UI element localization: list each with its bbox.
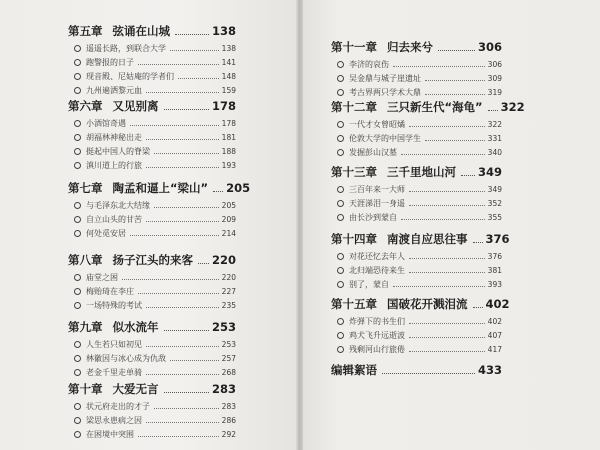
entry-title: 别了，蒙自 xyxy=(349,279,389,289)
circle-bullet-icon xyxy=(74,216,81,223)
dot-leader xyxy=(164,109,209,110)
circle-bullet-icon xyxy=(337,346,344,353)
toc-entry[interactable] xyxy=(74,117,236,129)
circle-bullet-icon xyxy=(337,75,344,82)
dot-leader xyxy=(170,360,219,361)
entry-page-number: 188 xyxy=(221,146,236,156)
toc-entry[interactable] xyxy=(74,131,236,143)
dot-leader xyxy=(393,66,485,67)
dot-leader xyxy=(382,373,475,374)
entry-title: 鸡犬飞升远逝波 xyxy=(349,330,405,340)
toc-entry[interactable] xyxy=(337,118,502,130)
toc-entry[interactable] xyxy=(337,264,502,276)
circle-bullet-icon xyxy=(337,121,344,128)
dot-leader xyxy=(473,307,483,308)
circle-bullet-icon xyxy=(74,202,81,209)
chapter-title: 编辑絮语 xyxy=(331,363,377,377)
chapter-heading[interactable] xyxy=(331,362,502,378)
entry-page-number: 393 xyxy=(487,279,502,289)
toc-entry[interactable] xyxy=(337,197,502,209)
dot-leader xyxy=(146,422,219,423)
circle-bullet-icon xyxy=(74,162,81,169)
entry-page-number: 193 xyxy=(221,160,236,170)
dot-leader xyxy=(425,94,485,95)
chapter-heading[interactable] xyxy=(331,231,510,247)
chapter-title: 国破花开溅泪流 xyxy=(387,297,468,311)
circle-bullet-icon xyxy=(74,134,81,141)
entry-title: 小酒馆奇遇 xyxy=(86,118,126,128)
entry-title: 老金千里走单骑 xyxy=(86,367,142,377)
dot-leader xyxy=(154,207,219,208)
dot-leader xyxy=(154,153,219,154)
entry-title: 残剩河山行旅倦 xyxy=(349,344,405,354)
toc-entry[interactable] xyxy=(337,183,502,195)
entry-page-number: 138 xyxy=(221,43,236,53)
circle-bullet-icon xyxy=(337,89,344,96)
dot-leader xyxy=(130,125,219,126)
entry-page-number: 227 xyxy=(221,286,236,296)
circle-bullet-icon xyxy=(74,120,81,127)
toc-entry[interactable] xyxy=(337,278,502,290)
dot-leader xyxy=(146,307,219,308)
chapter-title: 似水流年 xyxy=(112,320,159,334)
toc-entry[interactable] xyxy=(74,285,236,297)
toc-entry[interactable] xyxy=(74,271,236,283)
chapter-heading[interactable] xyxy=(68,23,236,39)
entry-title: 人生若只如初见 xyxy=(86,339,142,349)
circle-bullet-icon xyxy=(337,332,344,339)
chapter-heading[interactable] xyxy=(68,98,236,114)
circle-bullet-icon xyxy=(74,369,81,376)
chapter-number: 第十三章 xyxy=(331,165,377,179)
dot-leader xyxy=(146,139,219,140)
dot-leader xyxy=(461,175,475,176)
entry-title: 发掘彭山汉墓 xyxy=(349,147,397,157)
chapter-page-number: 402 xyxy=(485,297,510,311)
entry-page-number: 181 xyxy=(221,132,236,142)
toc-entry[interactable] xyxy=(74,227,236,239)
dot-leader xyxy=(146,92,219,93)
circle-bullet-icon xyxy=(74,148,81,155)
right-page xyxy=(303,0,600,450)
chapter-title: 又见别离 xyxy=(112,99,159,113)
chapter-number: 第十五章 xyxy=(331,297,377,311)
chapter-page-number: 205 xyxy=(226,181,251,195)
toc-entry[interactable] xyxy=(337,58,502,70)
entry-page-number: 178 xyxy=(221,118,236,128)
entry-page-number: 417 xyxy=(487,344,502,354)
dot-leader xyxy=(146,221,219,222)
dot-leader xyxy=(146,167,219,168)
chapter-heading[interactable] xyxy=(331,39,502,55)
entry-title: 自立山头的甘苦 xyxy=(86,214,142,224)
dot-leader xyxy=(164,330,209,331)
entry-page-number: 292 xyxy=(221,429,236,439)
circle-bullet-icon xyxy=(74,431,81,438)
entry-title: 由长沙到蒙自 xyxy=(349,212,397,222)
chapter-title: 扬子江头的来客 xyxy=(112,253,193,267)
chapter-number: 第十章 xyxy=(68,382,103,396)
entry-page-number: 340 xyxy=(487,147,502,157)
circle-bullet-icon xyxy=(337,253,344,260)
circle-bullet-icon xyxy=(74,417,81,424)
chapter-page-number: 178 xyxy=(211,99,236,113)
entry-page-number: 286 xyxy=(221,415,236,425)
circle-bullet-icon xyxy=(337,135,344,142)
entry-title: 天涯涕泪一身遥 xyxy=(349,198,405,208)
dot-leader xyxy=(409,126,485,127)
toc-entry[interactable] xyxy=(74,414,236,426)
toc-entry[interactable] xyxy=(337,329,502,341)
toc-entry[interactable] xyxy=(74,145,236,157)
entry-page-number: 257 xyxy=(221,353,236,363)
dot-leader xyxy=(488,110,498,111)
entry-page-number: 205 xyxy=(221,200,236,210)
chapter-number: 第十四章 xyxy=(331,232,377,246)
entry-title: 一代才女曾昭燏 xyxy=(349,119,405,129)
entry-page-number: 355 xyxy=(487,212,502,222)
dot-leader xyxy=(170,50,219,51)
toc-entry[interactable] xyxy=(337,211,502,223)
dot-leader xyxy=(198,263,209,264)
entry-page-number: 220 xyxy=(221,272,236,282)
circle-bullet-icon xyxy=(337,200,344,207)
entry-page-number: 407 xyxy=(487,330,502,340)
dot-leader xyxy=(146,374,219,375)
chapter-page-number: 322 xyxy=(500,100,525,114)
entry-page-number: 376 xyxy=(487,251,502,261)
toc-entry[interactable] xyxy=(74,159,236,171)
chapter-title: 大爱无言 xyxy=(112,382,159,396)
circle-bullet-icon xyxy=(337,214,344,221)
circle-bullet-icon xyxy=(74,87,81,94)
dot-leader xyxy=(401,154,485,155)
dot-leader xyxy=(130,235,219,236)
entry-page-number: 159 xyxy=(221,85,236,95)
toc-entry[interactable] xyxy=(337,86,502,98)
chapter-title: 弦诵在山城 xyxy=(112,24,170,38)
entry-title: 胡福林神秘出走 xyxy=(86,132,142,142)
dot-leader xyxy=(409,337,485,338)
toc-entry[interactable] xyxy=(74,400,236,412)
circle-bullet-icon xyxy=(74,288,81,295)
circle-bullet-icon xyxy=(74,45,81,52)
entry-page-number: 349 xyxy=(487,184,502,194)
chapter-page-number: 220 xyxy=(211,253,236,267)
circle-bullet-icon xyxy=(337,61,344,68)
dot-leader xyxy=(409,191,485,192)
dot-leader xyxy=(146,346,219,347)
dot-leader xyxy=(393,286,485,287)
chapter-page-number: 138 xyxy=(211,24,236,38)
chapter-number: 第十二章 xyxy=(331,100,377,114)
circle-bullet-icon xyxy=(74,230,81,237)
chapter-heading[interactable] xyxy=(68,319,236,335)
entry-page-number: 322 xyxy=(487,119,502,129)
chapter-number: 第五章 xyxy=(68,24,103,38)
toc-entry[interactable] xyxy=(337,315,502,327)
chapter-page-number: 376 xyxy=(485,232,510,246)
circle-bullet-icon xyxy=(74,59,81,66)
toc-entry[interactable] xyxy=(74,338,236,350)
entry-title: 跑警报的日子 xyxy=(86,57,134,67)
dot-leader xyxy=(438,50,475,51)
circle-bullet-icon xyxy=(337,318,344,325)
dot-leader xyxy=(401,219,485,220)
entry-title: 在困境中突围 xyxy=(86,429,134,439)
dot-leader xyxy=(122,279,219,280)
toc-entry[interactable] xyxy=(337,72,502,84)
chapter-title: 归去来兮 xyxy=(387,40,433,54)
dot-leader xyxy=(409,205,485,206)
dot-leader xyxy=(409,272,485,273)
chapter-title: 三千里地山河 xyxy=(387,165,456,179)
chapter-page-number: 306 xyxy=(477,40,502,54)
chapter-page-number: 283 xyxy=(211,382,236,396)
dot-leader xyxy=(178,78,219,79)
entry-page-number: 309 xyxy=(487,73,502,83)
entry-page-number: 141 xyxy=(221,57,236,67)
entry-title: 与毛泽东北大结缘 xyxy=(86,200,150,210)
entry-title: 现音殿、尼姑庵的学者们 xyxy=(86,71,174,81)
toc-entry[interactable] xyxy=(74,56,236,68)
circle-bullet-icon xyxy=(74,302,81,309)
dot-leader xyxy=(409,323,485,324)
dot-leader xyxy=(138,436,219,437)
dot-leader xyxy=(425,140,485,141)
entry-title: 李济的哀伤 xyxy=(349,59,389,69)
entry-page-number: 306 xyxy=(487,59,502,69)
entry-title: 北归端恐待来生 xyxy=(349,265,405,275)
entry-title: 炸弹下的书生们 xyxy=(349,316,405,326)
entry-title: 一场特殊的考试 xyxy=(86,300,142,310)
toc-entry[interactable] xyxy=(74,84,236,96)
dot-leader xyxy=(138,293,219,294)
chapter-title: 三只新生代“海龟” xyxy=(387,100,483,114)
entry-title: 状元府走出的才子 xyxy=(86,401,150,411)
entry-title: 吴金鼎与城子崖遗址 xyxy=(349,73,421,83)
entry-title: 对花还忆去年人 xyxy=(349,251,405,261)
toc-entry[interactable] xyxy=(74,299,236,311)
toc-entry[interactable] xyxy=(74,42,236,54)
chapter-number: 第九章 xyxy=(68,320,103,334)
entry-title: 梁思永患病之因 xyxy=(86,415,142,425)
toc-entry[interactable] xyxy=(337,250,502,262)
dot-leader xyxy=(138,64,219,65)
dot-leader xyxy=(154,408,219,409)
dot-leader xyxy=(164,392,209,393)
chapter-title: 南渡自应思往事 xyxy=(387,232,468,246)
circle-bullet-icon xyxy=(337,281,344,288)
dot-leader xyxy=(473,242,483,243)
chapter-number: 第六章 xyxy=(68,99,103,113)
chapter-heading[interactable] xyxy=(331,164,502,180)
toc-entry[interactable] xyxy=(74,213,236,225)
toc-entry[interactable] xyxy=(74,70,236,82)
chapter-number: 第八章 xyxy=(68,253,103,267)
chapter-number: 第七章 xyxy=(68,181,103,195)
entry-page-number: 352 xyxy=(487,198,502,208)
entry-title: 挺起中国人的脊梁 xyxy=(86,146,150,156)
circle-bullet-icon xyxy=(74,403,81,410)
chapter-heading[interactable] xyxy=(68,180,251,196)
toc-entry[interactable] xyxy=(74,199,236,211)
entry-page-number: 331 xyxy=(487,133,502,143)
dot-leader xyxy=(425,80,485,81)
chapter-page-number: 253 xyxy=(211,320,236,334)
chapter-heading[interactable] xyxy=(331,296,510,312)
toc-entry[interactable] xyxy=(74,428,236,440)
toc-entry[interactable] xyxy=(337,132,502,144)
chapter-heading[interactable] xyxy=(68,381,236,397)
toc-entry[interactable] xyxy=(74,366,236,378)
entry-title: 滇川道上的行旅 xyxy=(86,160,142,170)
entry-title: 遥遥长路，到联合大学 xyxy=(86,43,166,53)
entry-title: 伦敦大学的中国学生 xyxy=(349,133,421,143)
dot-leader xyxy=(409,351,485,352)
dot-leader xyxy=(213,191,223,192)
entry-page-number: 283 xyxy=(221,401,236,411)
toc-entry[interactable] xyxy=(74,352,236,364)
entry-page-number: 209 xyxy=(221,214,236,224)
entry-page-number: 253 xyxy=(221,339,236,349)
chapter-page-number: 433 xyxy=(477,363,502,377)
circle-bullet-icon xyxy=(337,186,344,193)
entry-page-number: 148 xyxy=(221,71,236,81)
entry-page-number: 268 xyxy=(221,367,236,377)
left-page xyxy=(0,0,298,450)
chapter-number: 第十一章 xyxy=(331,40,377,54)
entry-title: 庙堂之困 xyxy=(86,272,118,282)
chapter-title: 陶孟和逼上“梁山” xyxy=(112,181,209,195)
entry-page-number: 381 xyxy=(487,265,502,275)
circle-bullet-icon xyxy=(337,267,344,274)
circle-bullet-icon xyxy=(337,149,344,156)
entry-title: 林徽因与冰心成为仇敌 xyxy=(86,353,166,363)
entry-page-number: 402 xyxy=(487,316,502,326)
entry-page-number: 214 xyxy=(221,228,236,238)
dot-leader xyxy=(175,34,209,35)
circle-bullet-icon xyxy=(74,274,81,281)
entry-title: 三百年来一大师 xyxy=(349,184,405,194)
circle-bullet-icon xyxy=(74,355,81,362)
entry-title: 梅贻琦在李庄 xyxy=(86,286,134,296)
entry-title: 九州遍洒黎元血 xyxy=(86,85,142,95)
entry-page-number: 319 xyxy=(487,87,502,97)
toc-entry[interactable] xyxy=(337,146,502,158)
chapter-page-number: 349 xyxy=(477,165,502,179)
chapter-heading[interactable] xyxy=(68,252,236,268)
dot-leader xyxy=(409,258,485,259)
chapter-heading[interactable] xyxy=(331,99,525,115)
entry-title: 考古界两只学术大鼎 xyxy=(349,87,421,97)
circle-bullet-icon xyxy=(74,341,81,348)
entry-page-number: 235 xyxy=(221,300,236,310)
circle-bullet-icon xyxy=(74,73,81,80)
toc-entry[interactable] xyxy=(337,343,502,355)
entry-title: 何处觅安居 xyxy=(86,228,126,238)
